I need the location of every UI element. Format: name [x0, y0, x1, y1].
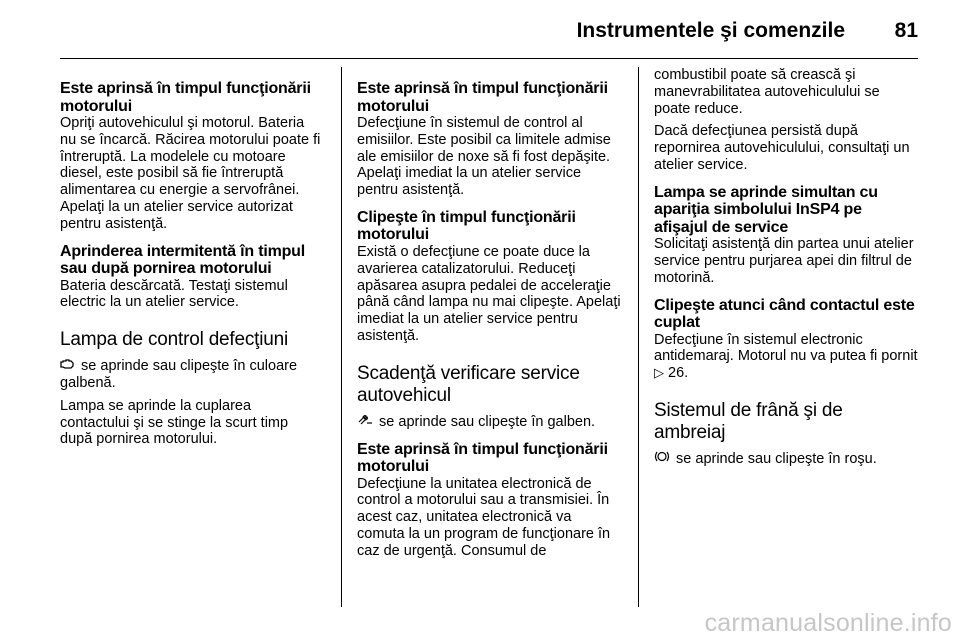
- engine-warning-icon: [60, 357, 75, 374]
- subheading: Este aprinsă în timpul funcţionării motorului: [60, 80, 311, 115]
- column-middle: [357, 80, 621, 566]
- subheading: Clipeşte atunci când contactul este cuplat: [654, 296, 915, 332]
- icon-description: se aprinde sau clipeşte în galben.: [379, 413, 596, 430]
- icon-description: se aprinde sau clipeşte în culoare galbenă.: [60, 358, 298, 391]
- subheading: Aprinderea intermitentă în timpul sau după pornirea motorului: [60, 242, 305, 278]
- subheading: Este aprinsă în timpul funcţionării motorului: [357, 80, 608, 115]
- page-reference-arrow-icon: ▷: [654, 365, 664, 381]
- paragraph: Există o defecţiune ce poate duce la avarierea catalizatorului. Reduceţi apăsarea asupra pedalei de acceleraţie până când lampa nu mai clipeşte. Apelaţi imediat la un atelier service pentru asistenţă.: [357, 243, 621, 344]
- subheading: Este aprinsă în timpul funcţionării motorului: [357, 440, 608, 476]
- column-left: [60, 80, 324, 454]
- column-divider: [638, 67, 639, 607]
- paragraph: Lampa se aprinde la cuplarea contactului şi se stinge la scurt timp după pornirea motorului.: [60, 397, 289, 448]
- column-right: [654, 67, 918, 474]
- paragraph-text: Defecţiune în sistemul electronic antidemaraj. Motorul nu va putea fi pornit: [654, 331, 918, 365]
- page-number: 81: [894, 19, 918, 42]
- paragraph: Dacă defecţiunea persistă după repornirea autovehiculului, consultaţi un atelier service.: [654, 123, 910, 173]
- watermark: carmanualsonline.info: [704, 609, 952, 637]
- subheading: Clipeşte în timpul funcţionării motorului: [357, 208, 576, 244]
- section-heading: Sistemul de frână şi de ambreiaj: [654, 400, 843, 444]
- subheading: Lampa se aprinde simultan cu apariţia simbolului InSP4 pe afişajul de service: [654, 183, 878, 236]
- paragraph: Solicitaţi asistenţă din partea unui atelier service pentru purjarea apei din filtrul de motorină.: [654, 236, 914, 286]
- wrench-car-icon: [357, 413, 373, 430]
- paragraph: Opriţi autovehiculul şi motorul. Bateria nu se încarcă. Răcirea motorului poate fi întreruptă. La modelele cu motoare diesel, este posibil să fie întreruptă alimentarea cu energie a servofrânei. Apelaţi la un atelier service autorizat pentru asistenţă.: [60, 115, 321, 232]
- paragraph: combustibil poate să crească şi manevrabilitatea autovehiculului se poate reduce.: [654, 67, 880, 117]
- section-heading: Scadenţă verificare service autovehicul: [357, 362, 580, 406]
- column-divider: [341, 67, 342, 607]
- paragraph: Defecţiune la unitatea electronică de control a motorului sau a transmisiei. În acest caz, unitatea electronică va comuta la un program de funcţionare în caz de urgenţă. Consumul de: [357, 475, 611, 559]
- page-header-title: Instrumentele şi comenzile: [576, 19, 845, 42]
- header-divider: [60, 58, 918, 59]
- section-heading: Lampa de control defecţiuni: [60, 329, 289, 351]
- paragraph: [60, 357, 324, 392]
- paragraph: [357, 413, 621, 431]
- paragraph: [654, 332, 918, 382]
- paragraph: Bateria descărcată. Testaţi sistemul electric la un atelier service.: [60, 277, 288, 311]
- page-reference: 26.: [668, 365, 689, 382]
- paragraph: [654, 450, 918, 468]
- icon-description: se aprinde sau clipeşte în roşu.: [676, 451, 877, 468]
- brake-warning-icon: [654, 450, 670, 467]
- paragraph: Defecţiune în sistemul de control al emisiilor. Este posibil ca limitele admise ale emisiilor de noxe să fi fost depăşite. Apelaţi imediat la un atelier service pentru asistenţă.: [357, 115, 611, 199]
